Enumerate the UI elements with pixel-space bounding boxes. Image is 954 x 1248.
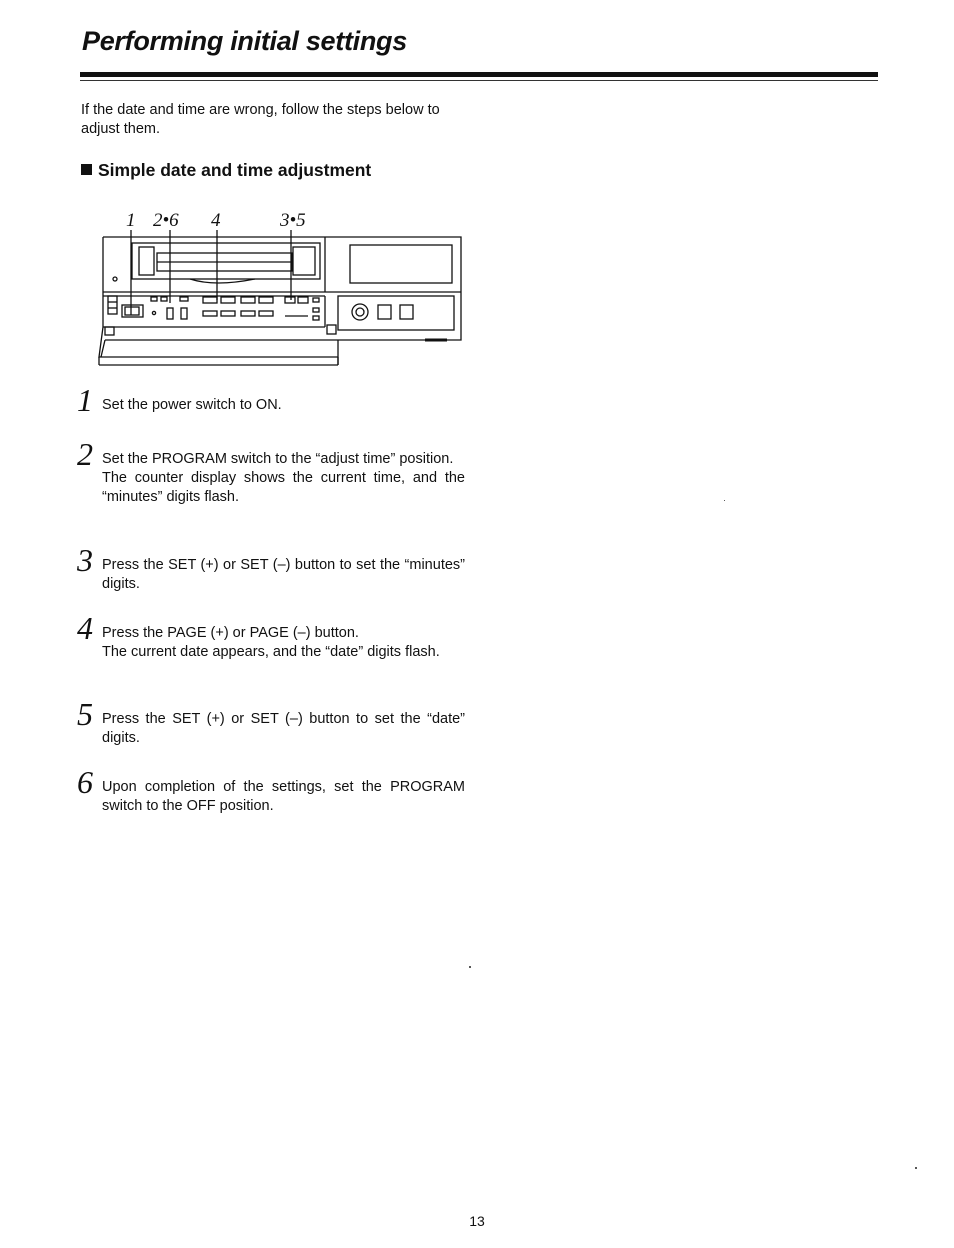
page-title: Performing initial settings (82, 26, 407, 56)
square-bullet-icon (81, 164, 92, 175)
step-1 (77, 382, 465, 418)
step-6 (77, 764, 465, 816)
step-number: 4 (77, 610, 93, 646)
section-heading-text: Simple date and time adjustment (98, 160, 372, 180)
step-5 (77, 696, 465, 748)
step-text: Set the power switch to ON. (102, 397, 282, 413)
callout-label-1: 1 (126, 210, 136, 231)
step-text: Press the SET (+) or SET (–) button to set the “date” digits. (102, 711, 465, 746)
step-3 (77, 542, 465, 594)
step-text-continued: The current date appears, and the “date” digits flash. (102, 644, 440, 660)
title-rule-thick (80, 72, 878, 77)
step-number: 2 (77, 436, 93, 472)
intro-paragraph: If the date and time are wrong, follow the steps below to adjust them. (81, 102, 440, 137)
callout-label-4: 3•5 (280, 210, 306, 231)
step-4 (77, 610, 465, 662)
step-text: Press the PAGE (+) or PAGE (–) button. (102, 625, 359, 641)
vcr-front-panel-diagram (95, 205, 467, 370)
section-heading (81, 160, 371, 181)
step-text: Set the PROGRAM switch to the “adjust time” position. (102, 451, 454, 467)
scan-speck (724, 500, 725, 501)
step-number: 3 (77, 542, 93, 578)
step-2 (77, 436, 465, 507)
scan-speck (469, 966, 471, 968)
scan-speck (915, 1167, 917, 1169)
step-text: Press the SET (+) or SET (–) button to set the “minutes” digits. (102, 557, 465, 592)
step-text: Upon completion of the settings, set the PROGRAM switch to the OFF position. (102, 779, 465, 814)
step-number: 5 (77, 696, 93, 732)
title-rule-thin (80, 80, 878, 81)
page-number: 13 (469, 1213, 485, 1229)
step-number: 1 (77, 382, 93, 418)
step-text-continued: The counter display shows the current time, and the “minutes” digits flash. (102, 470, 465, 505)
callout-label-3: 4 (211, 210, 221, 231)
step-number: 6 (77, 764, 93, 800)
callout-label-2: 2•6 (153, 210, 179, 231)
